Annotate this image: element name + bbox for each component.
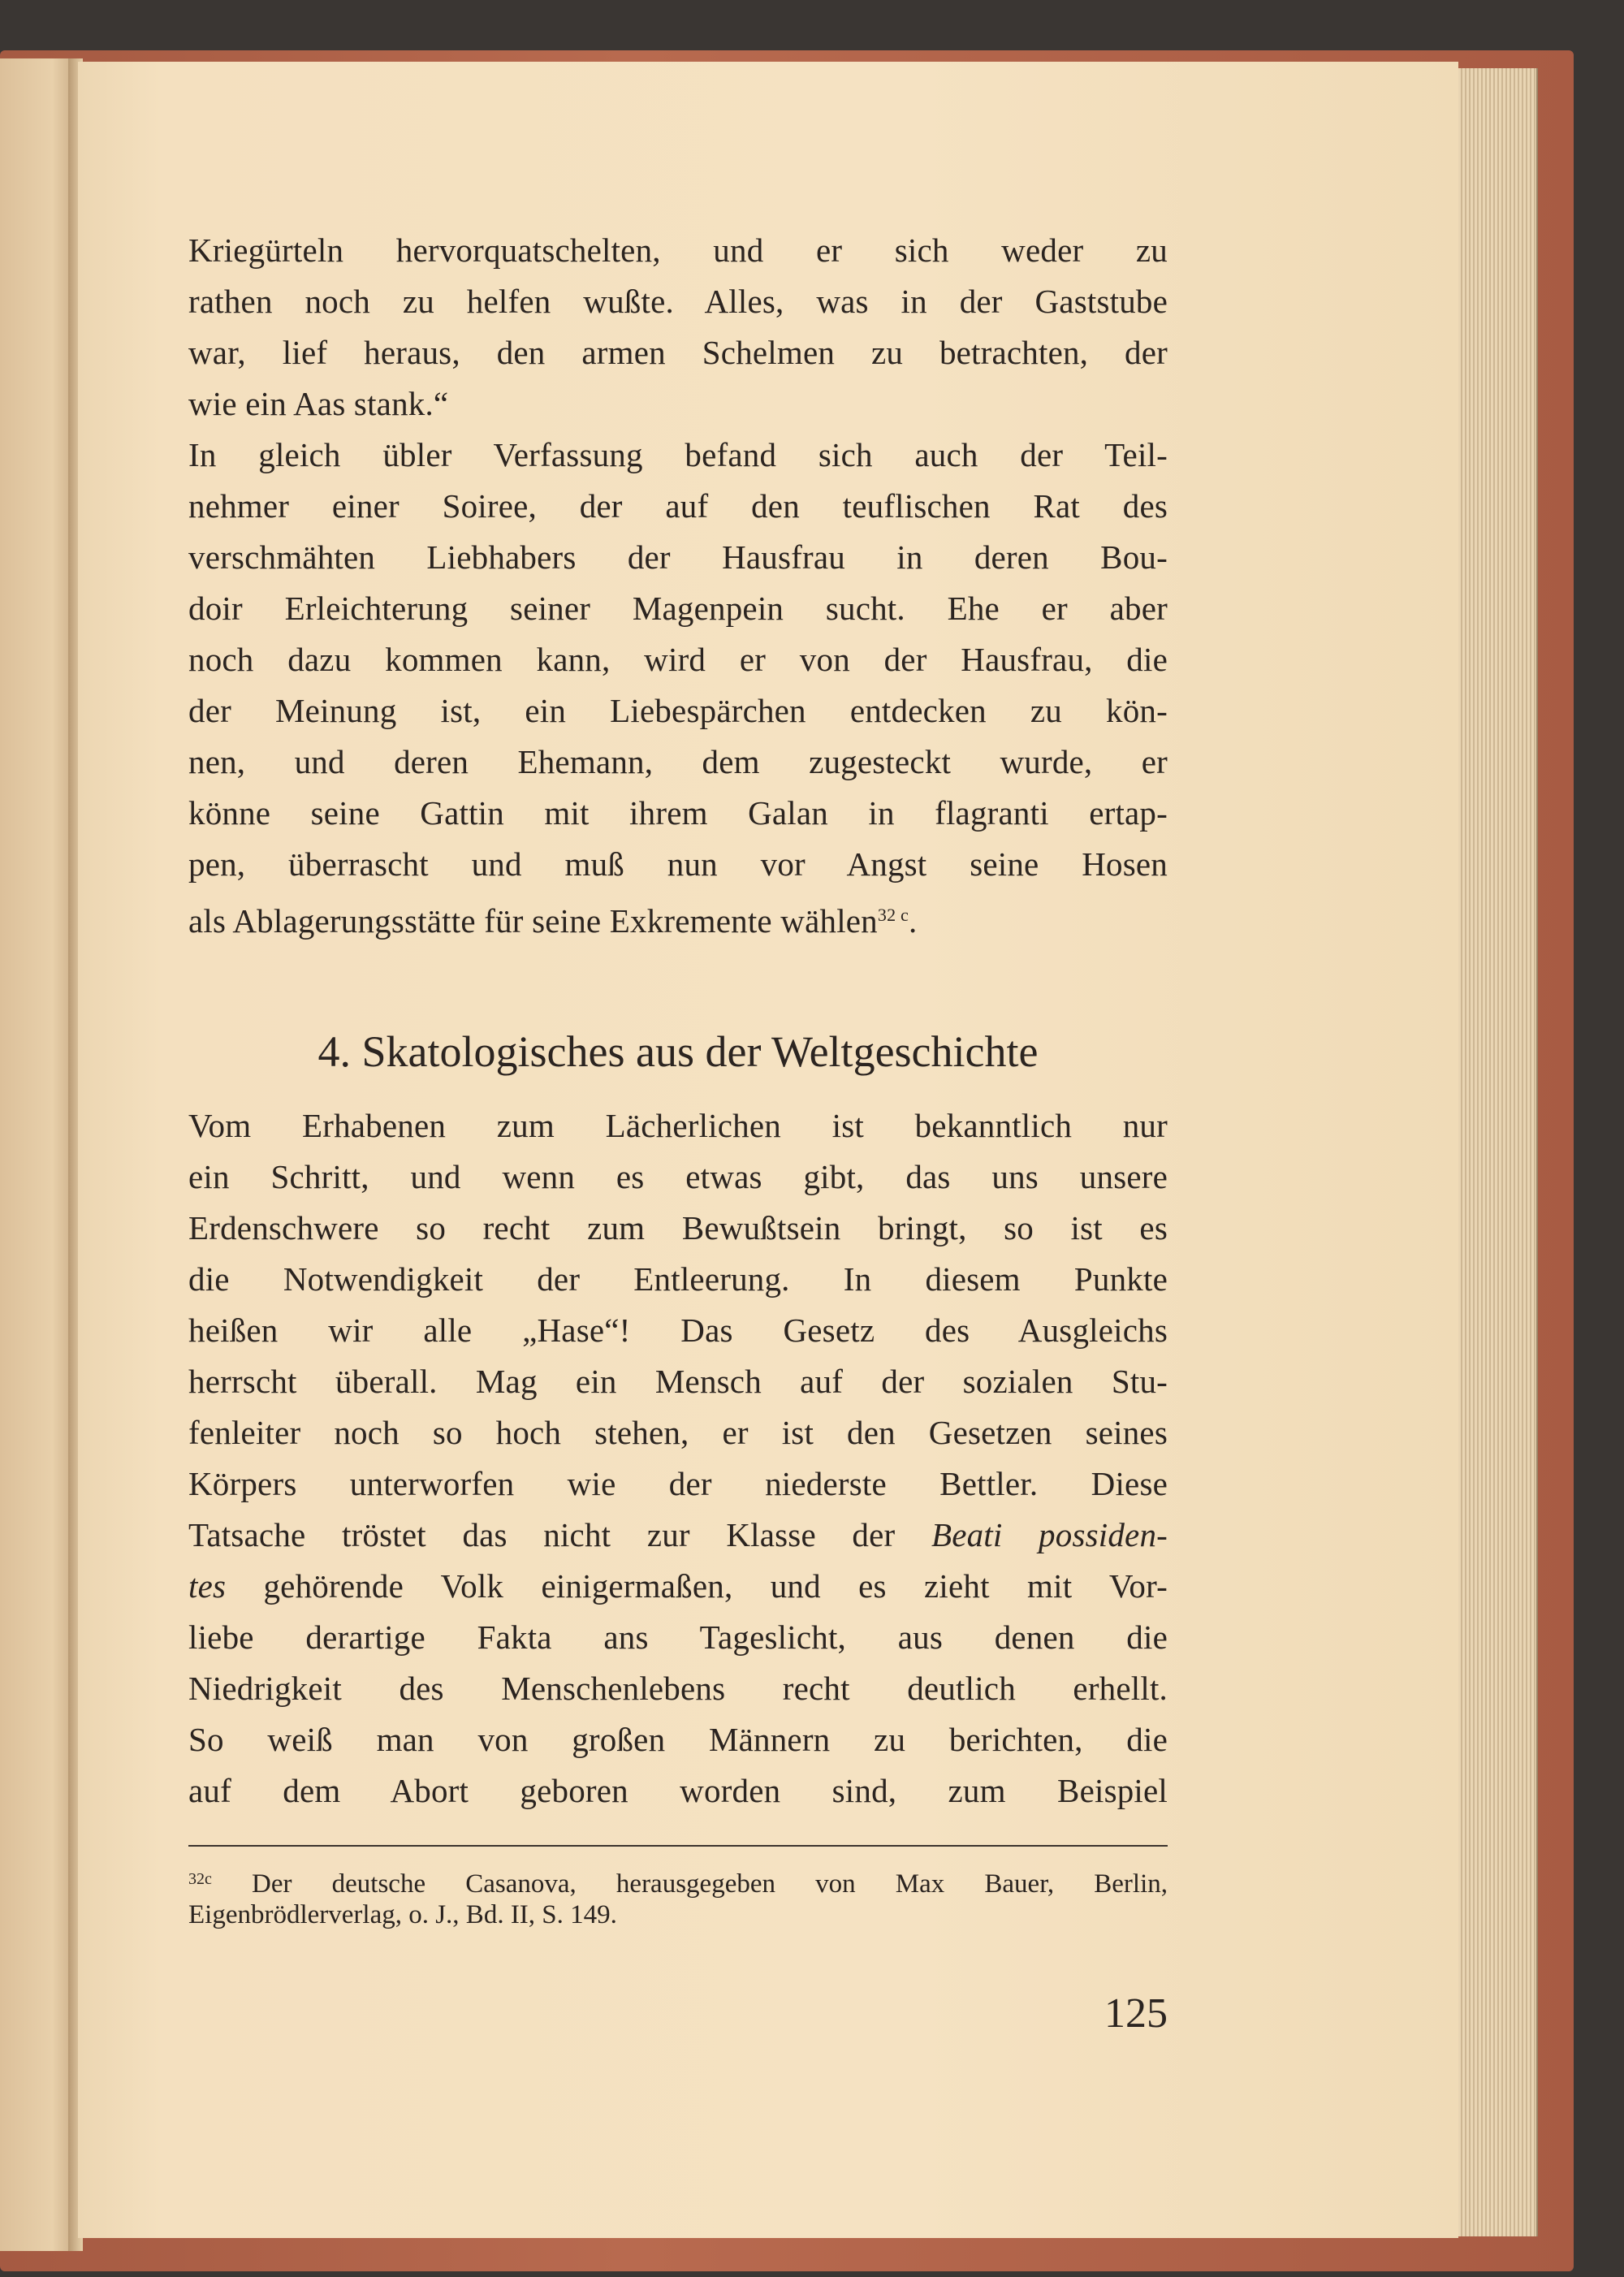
text-line: die Notwendigkeit der Entleerung. In diesem Punkte — [188, 1260, 1168, 1298]
footnote-line — [188, 1861, 1168, 1897]
text-line: nehmer einer Soiree, der auf den teuflischen Rat des — [188, 487, 1168, 525]
text-line: Körpers unterworfen wie der niederste Bettler. Diese — [188, 1465, 1168, 1502]
text-line: herrscht überall. Mag ein Mensch auf der sozialen Stu- — [188, 1363, 1168, 1400]
text-line — [188, 1510, 1168, 1559]
text-span: als Ablagerungsstätte für seine Exkremente wählen — [188, 902, 878, 940]
text-line: Kriegürteln hervorquatschelten, und er sich weder zu — [188, 231, 1168, 269]
text-line: Erdenschwere so recht zum Bewußtsein bringt, so ist es — [188, 1209, 1168, 1247]
text-line: pen, überrascht und muß nun vor Angst seine Hosen — [188, 845, 1168, 883]
text-line: So weiß man von großen Männern zu berichten, die — [188, 1721, 1168, 1758]
text-line-with-footnote — [188, 891, 1168, 940]
text-line: nen, und deren Ehemann, dem zugesteckt wurde, er — [188, 743, 1168, 780]
text-line: Vom Erhabenen zum Lächerlichen ist bekanntlich nur — [188, 1107, 1168, 1144]
section-heading: 4. Skatologisches aus der Weltgeschichte — [317, 1027, 1039, 1076]
text-line: In gleich übler Verfassung befand sich auch der Teil- — [188, 436, 1168, 473]
text-line: doir Erleichterung seiner Magenpein sucht. Ehe er aber — [188, 590, 1168, 627]
footnote-reference: 32 c — [877, 905, 909, 925]
text-line: noch dazu kommen kann, wird er von der Hausfrau, die — [188, 641, 1168, 678]
page-edges — [1458, 68, 1538, 2236]
text-line: der Meinung ist, ein Liebespärchen entdecken zu kön- — [188, 692, 1168, 729]
text-line: wie ein Aas stank.“ — [188, 385, 449, 422]
left-page-edge — [0, 58, 75, 2251]
text-line: ein Schritt, und wenn es etwas gibt, das uns unsere — [188, 1158, 1168, 1195]
text-line: war, lief heraus, den armen Schelmen zu betrachten, der — [188, 334, 1168, 371]
text-span: Tatsache tröstet das nicht zur Klasse der — [188, 1516, 931, 1553]
footnote-divider — [188, 1845, 1168, 1847]
text-line: heißen wir alle „Hase“! Das Gesetz des Ausgleichs — [188, 1311, 1168, 1349]
text-line: liebe derartige Fakta ans Tageslicht, aus denen die — [188, 1618, 1168, 1656]
footnote-marker: 32c — [188, 1870, 212, 1888]
text-line: verschmähten Liebhabers der Hausfrau in deren Bou- — [188, 538, 1168, 576]
text-line: Niedrigkeit des Menschenlebens recht deutlich erhellt. — [188, 1670, 1168, 1707]
text-line: auf dem Abort geboren worden sind, zum Beispiel — [188, 1772, 1168, 1809]
text-line: könne seine Gattin mit ihrem Galan in flagranti ertap- — [188, 794, 1168, 832]
text-line: fenleiter noch so hoch stehen, er ist den Gesetzen seines — [188, 1414, 1168, 1451]
text-span: . — [908, 902, 918, 940]
footnote-line: Eigenbrödlerverlag, o. J., Bd. II, S. 149. — [188, 1900, 617, 1929]
text-span: Der deutsche Casanova, herausgegeben von Max Bauer, Berlin, — [252, 1869, 1168, 1899]
text-span: gehörende Volk einigermaßen, und es zieht mit Vor- — [226, 1567, 1168, 1605]
text-line: rathen noch zu helfen wußte. Alles, was in der Gaststube — [188, 283, 1168, 320]
italic-span: tes — [188, 1567, 227, 1605]
page-number: 125 — [1104, 1990, 1168, 2037]
text-line — [188, 1562, 1168, 1610]
italic-span: Beati possiden- — [931, 1516, 1168, 1553]
